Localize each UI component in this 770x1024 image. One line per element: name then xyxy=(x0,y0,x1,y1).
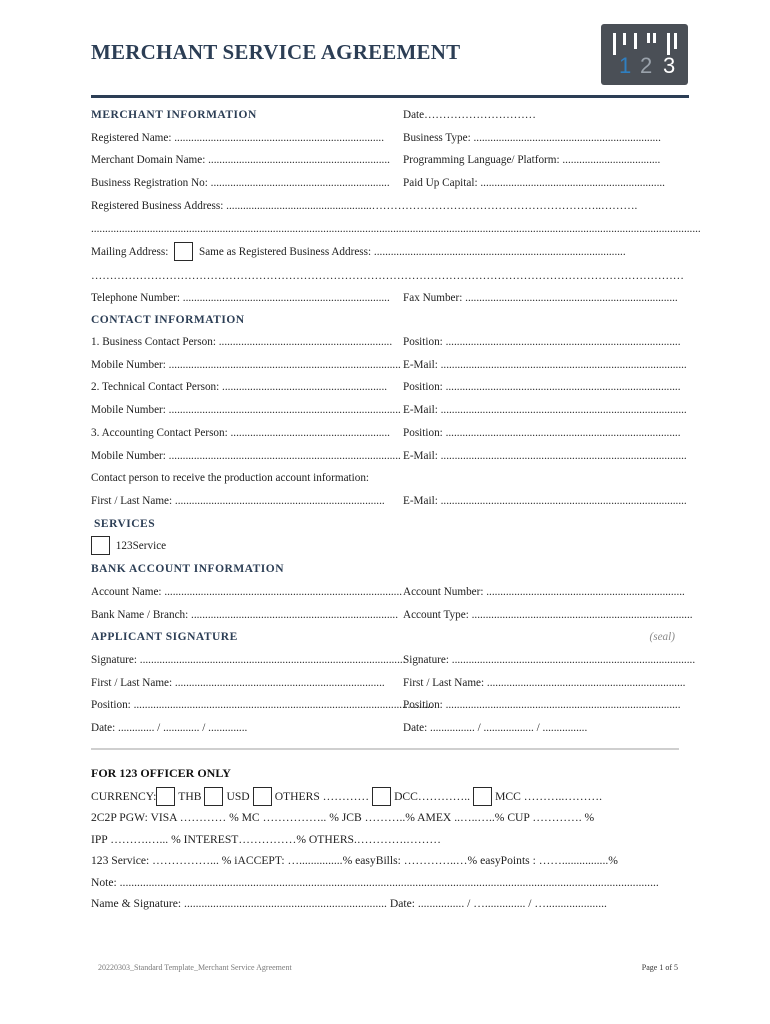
form-row xyxy=(94,514,682,534)
logo-bar xyxy=(647,33,650,43)
accounting-email-field[interactable]: E-Mail: ........................................................................................ xyxy=(403,450,687,462)
date-right-field[interactable]: Date: ................ / .................. / ................ xyxy=(403,722,588,734)
form-row xyxy=(91,582,685,602)
account-number-field[interactable]: Account Number: ....................................................................... xyxy=(403,586,685,598)
seal-label: (seal) xyxy=(649,631,675,643)
form-row xyxy=(91,491,687,511)
form-row xyxy=(91,673,686,693)
currency-label: CURRENCY: xyxy=(91,790,157,803)
mcc-label: MCC ………..………. xyxy=(495,790,603,803)
merchant-info-heading: MERCHANT INFORMATION xyxy=(91,109,257,121)
registered-address-field[interactable]: Registered Business Address: ....................................................……………………………………………………..………. xyxy=(91,200,638,212)
logo-bar xyxy=(653,33,656,43)
same-address-checkbox[interactable] xyxy=(174,242,193,261)
mcc-checkbox[interactable] xyxy=(473,787,492,806)
telephone-field[interactable]: Telephone Number: .......................................................................... xyxy=(91,292,390,304)
note-field[interactable]: Note: .......................................................................................................................................................................................... xyxy=(91,876,659,889)
signature-left-field[interactable]: Signature: ............................................................................................... xyxy=(91,654,406,666)
form-row xyxy=(91,128,679,148)
business-contact-field[interactable]: 1. Business Contact Person: .............................................................. xyxy=(91,336,393,348)
service-rates-field[interactable]: 123 Service: ……………... % iACCEPT: …...............% easyBills: …………..…% easyPoints : ……................% xyxy=(91,854,618,867)
usd-label: USD xyxy=(226,790,250,803)
signer-name-right-field[interactable]: First / Last Name: ....................................................................... xyxy=(403,677,686,689)
officer-only-heading: FOR 123 OFFICER ONLY xyxy=(91,766,231,780)
form-row xyxy=(91,627,679,647)
account-name-field[interactable]: Account Name: ..................................................................................... xyxy=(91,586,403,598)
date-field[interactable]: Date………………………… xyxy=(403,109,536,121)
logo-digit-1: 1 xyxy=(619,53,632,78)
form-row xyxy=(91,446,687,466)
service-123-checkbox[interactable] xyxy=(91,536,110,555)
form-row xyxy=(91,400,687,420)
form-row xyxy=(91,150,679,170)
form-row xyxy=(91,288,679,308)
logo-bar xyxy=(634,33,637,49)
position-right-field[interactable]: Position: .................................................................................... xyxy=(403,699,681,711)
accounting-contact-field[interactable]: 3. Accounting Contact Person: ......................................................... xyxy=(91,427,390,439)
others-checkbox[interactable] xyxy=(253,787,272,806)
logo-bar xyxy=(674,33,677,49)
officer-row xyxy=(91,829,679,850)
business-type-field[interactable]: Business Type: ................................................................... xyxy=(403,132,661,144)
officer-row xyxy=(91,850,679,871)
company-logo xyxy=(601,24,688,85)
currency-row xyxy=(91,786,679,808)
technical-mobile-field[interactable]: Mobile Number: ................................................................................... xyxy=(91,404,401,416)
fax-field[interactable]: Fax Number: ............................................................................ xyxy=(403,292,678,304)
mailing-address-continuation[interactable]: …………………………………………………………………………………………………………………………………………… xyxy=(91,270,684,282)
usd-checkbox[interactable] xyxy=(204,787,223,806)
title-divider xyxy=(91,95,689,98)
ipp-rates-field[interactable]: IPP ……….…... % INTEREST……………% OTHERS.………….……… xyxy=(91,833,441,846)
production-contact-note: Contact person to receive the production account information: xyxy=(91,472,370,484)
business-position-field[interactable]: Position: .................................................................................... xyxy=(403,336,681,348)
business-mobile-field[interactable]: Mobile Number: ................................................................................... xyxy=(91,359,401,371)
officer-row xyxy=(91,893,679,914)
paid-up-capital-field[interactable]: Paid Up Capital: .................................................................. xyxy=(403,177,665,189)
form-row xyxy=(91,219,701,239)
accounting-mobile-field[interactable]: Mobile Number: ................................................................................... xyxy=(91,450,401,462)
same-as-registered-label: Same as Registered Business Address: .......................................................................................... xyxy=(198,246,626,258)
mailing-address-label: Mailing Address: xyxy=(91,246,169,258)
logo-digit-2: 2 xyxy=(640,53,653,78)
contact-info-heading: CONTACT INFORMATION xyxy=(91,314,245,326)
domain-name-field[interactable]: Merchant Domain Name: ................................................................. xyxy=(91,154,390,166)
form-row xyxy=(91,173,679,193)
others-label: OTHERS ………… xyxy=(274,790,370,803)
bank-branch-field[interactable]: Bank Name / Branch: .......................................................................... xyxy=(91,609,399,621)
logo-bar xyxy=(667,33,670,55)
merchant-header-row xyxy=(91,105,679,125)
registration-no-field[interactable]: Business Registration No: ................................................................ xyxy=(91,177,390,189)
applicant-signature-heading: APPLICANT SIGNATURE xyxy=(91,631,238,643)
accounting-position-field[interactable]: Position: .................................................................................... xyxy=(403,427,681,439)
production-name-field[interactable]: First / Last Name: ........................................................................... xyxy=(91,495,385,507)
footer-page-number: Page 1 of 5 xyxy=(641,963,678,972)
form-row xyxy=(91,468,679,488)
date-left-field[interactable]: Date: ............. / ............. / .............. xyxy=(91,722,248,734)
technical-contact-field[interactable]: 2. Technical Contact Person: ........................................................... xyxy=(91,381,388,393)
document-title: MERCHANT SERVICE AGREEMENT xyxy=(91,40,461,64)
form-row xyxy=(91,695,679,715)
form-row xyxy=(91,242,679,264)
signer-name-left-field[interactable]: First / Last Name: ........................................................................... xyxy=(91,677,385,689)
form-row xyxy=(91,377,679,397)
form-row xyxy=(91,605,693,625)
form-row xyxy=(91,332,679,352)
position-left-field[interactable]: Position: ........................................................................................................... xyxy=(91,699,433,711)
form-row xyxy=(91,355,687,375)
thb-label: THB xyxy=(178,790,202,803)
form-row xyxy=(91,559,679,579)
account-type-field[interactable]: Account Type: ............................................................................... xyxy=(403,609,693,621)
form-row xyxy=(91,650,696,670)
signature-right-field[interactable]: Signature: ....................................................................................... xyxy=(403,654,696,666)
logo-bar xyxy=(623,33,626,45)
registered-name-field[interactable]: Registered Name: ........................................................................... xyxy=(91,132,385,144)
dcc-label: DCC………….. xyxy=(394,790,471,803)
form-row xyxy=(91,196,679,216)
technical-position-field[interactable]: Position: .................................................................................... xyxy=(403,381,681,393)
officer-row xyxy=(91,763,679,784)
form-row xyxy=(91,310,679,330)
officer-row xyxy=(91,872,679,893)
services-heading: SERVICES xyxy=(94,518,156,530)
thb-checkbox[interactable] xyxy=(156,787,175,806)
logo-bar xyxy=(613,33,616,55)
form-row xyxy=(91,718,679,738)
form-row xyxy=(91,266,684,286)
business-email-field[interactable]: E-Mail: ........................................................................................ xyxy=(403,359,687,371)
pgw-rates-field[interactable]: 2C2P PGW: VISA ………… % MC …………….. % JCB ………..% AMEX ..…..…..% CUP …………. % xyxy=(91,811,595,824)
logo-digit-3: 3 xyxy=(663,53,676,78)
registered-address-continuation[interactable]: .......................................................................................................................................................................................................................... xyxy=(91,223,701,235)
dcc-checkbox[interactable] xyxy=(372,787,391,806)
production-email-field[interactable]: E-Mail: ........................................................................................ xyxy=(403,495,687,507)
form-row xyxy=(91,536,679,558)
form-row xyxy=(91,423,679,443)
officer-row xyxy=(91,807,679,828)
bank-info-heading: BANK ACCOUNT INFORMATION xyxy=(91,563,285,575)
footer-document-id: 20220303_Standard Template_Merchant Service Agreement xyxy=(98,963,292,972)
service-123-label: 123Service xyxy=(115,540,167,552)
technical-email-field[interactable]: E-Mail: ........................................................................................ xyxy=(403,404,687,416)
officer-name-signature-field[interactable]: Name & Signature: ...................................................................... Date: ................ / ….............. / …..................... xyxy=(91,897,607,910)
section-divider xyxy=(91,748,679,750)
programming-language-field[interactable]: Programming Language/ Platform: ................................... xyxy=(403,154,661,166)
